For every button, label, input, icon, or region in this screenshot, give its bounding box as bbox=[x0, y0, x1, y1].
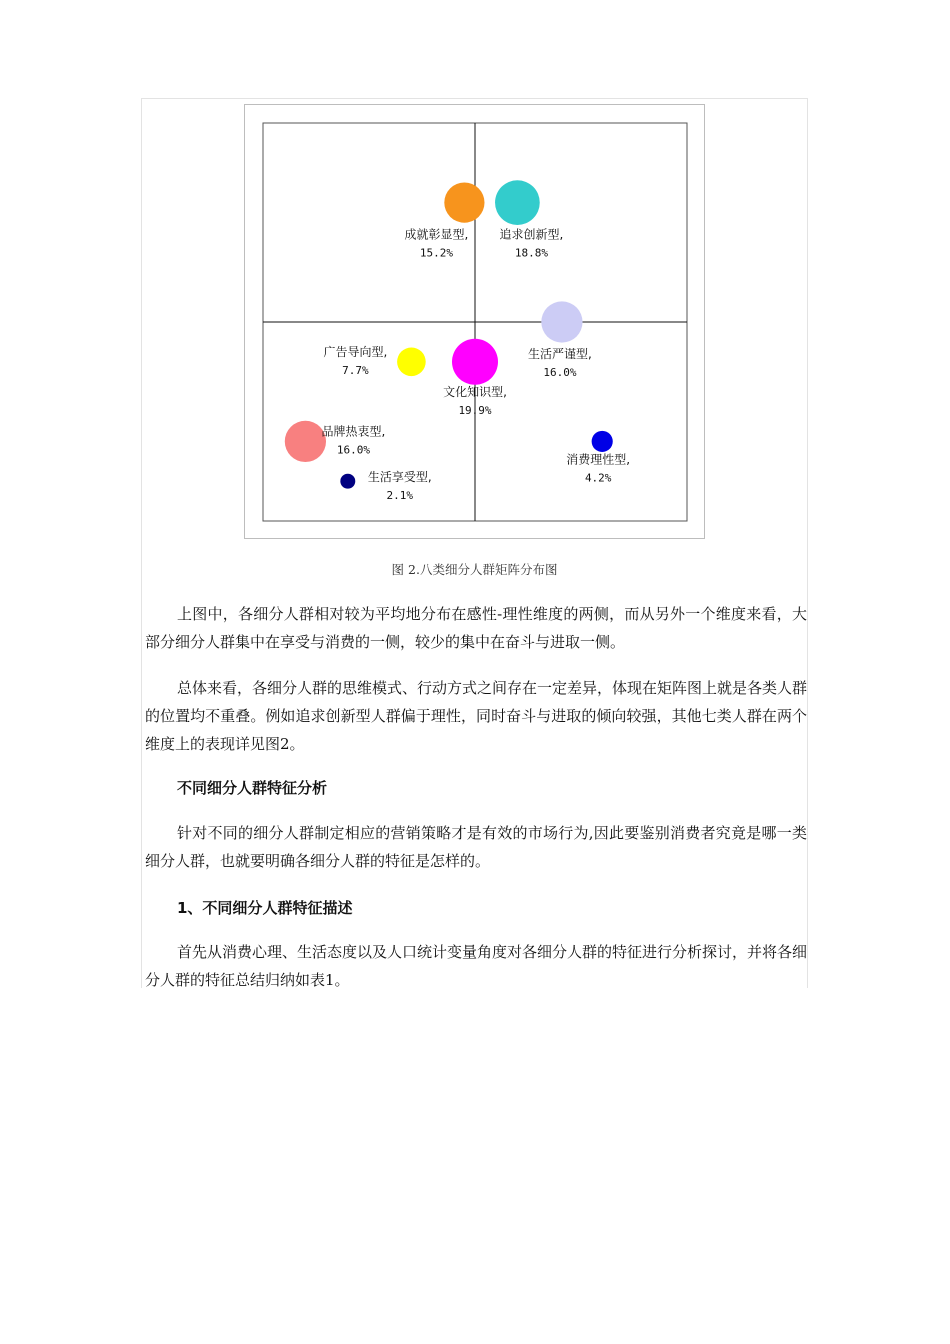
bubble-value-4: 7.7% bbox=[342, 363, 369, 377]
bubble-label-3: 生活严谨型, bbox=[528, 347, 592, 361]
bubble-2 bbox=[495, 180, 540, 225]
chart-svg bbox=[245, 105, 704, 538]
bubble-3 bbox=[541, 301, 582, 342]
bubble-value-5: 19.9% bbox=[458, 403, 492, 417]
bubble-label-4: 广告导向型, bbox=[323, 344, 388, 359]
bubble-label-8: 生活享受型, bbox=[367, 470, 432, 485]
bubble-label-5: 文化知识型, bbox=[443, 384, 507, 399]
bubble-value-8: 2.1% bbox=[386, 489, 414, 503]
bubble-4 bbox=[397, 347, 426, 376]
matrix-chart bbox=[244, 104, 705, 539]
figure-caption: 图 2.八类细分人群矩阵分布图 bbox=[391, 562, 558, 577]
bubble-7 bbox=[592, 431, 613, 452]
paragraph-3: 针对不同的细分人群制定相应的营销策略才是有效的市场行为,因此要鉴别消费者究竟是哪一类细分人群，也就要明确各细分人群的特征是怎样的。 bbox=[145, 824, 807, 870]
bubble-value-6: 16.0% bbox=[336, 443, 370, 457]
bubble-1 bbox=[444, 182, 484, 222]
paragraph-4: 首先从消费心理、生活态度以及人口统计变量角度对各细分人群的特征进行分析探讨，并将各细分人群的特征总结归纳如表1。 bbox=[145, 943, 808, 989]
subsection-heading: 1、不同细分人群特征描述 bbox=[177, 899, 353, 917]
bubble-label-7: 消费理性型, bbox=[566, 452, 631, 467]
bubble-value-7: 4.2% bbox=[584, 471, 612, 485]
bubble-value-2: 18.8% bbox=[514, 246, 548, 260]
bubble-value-3: 16.0% bbox=[543, 366, 577, 379]
bubble-5 bbox=[452, 339, 498, 385]
bubble-value-1: 15.2% bbox=[419, 246, 453, 260]
bubble-label-1: 成就彰显型, bbox=[404, 227, 469, 242]
bubble-6 bbox=[285, 421, 326, 462]
bubble-label-6: 品牌热衷型, bbox=[321, 424, 386, 439]
section-heading: 不同细分人群特征分析 bbox=[177, 779, 328, 797]
bubble-label-2: 追求创新型, bbox=[499, 227, 564, 242]
paragraph-1: 上图中，各细分人群相对较为平均地分布在感性-理性维度的两侧，而从另外一个维度来看，大部分细分人群集中在享受与消费的一侧，较少的集中在奋斗与进取一侧。 bbox=[145, 605, 807, 651]
paragraph-2: 总体来看，各细分人群的思维模式、行动方式之间存在一定差异，体现在矩阵图上就是各类人群的位置均不重叠。例如追求创新型人群偏于理性，同时奋斗与进取的倾向较强，其他七类人群在两个维度上的表现详见图2。 bbox=[145, 679, 808, 753]
bubble-8 bbox=[340, 474, 355, 489]
